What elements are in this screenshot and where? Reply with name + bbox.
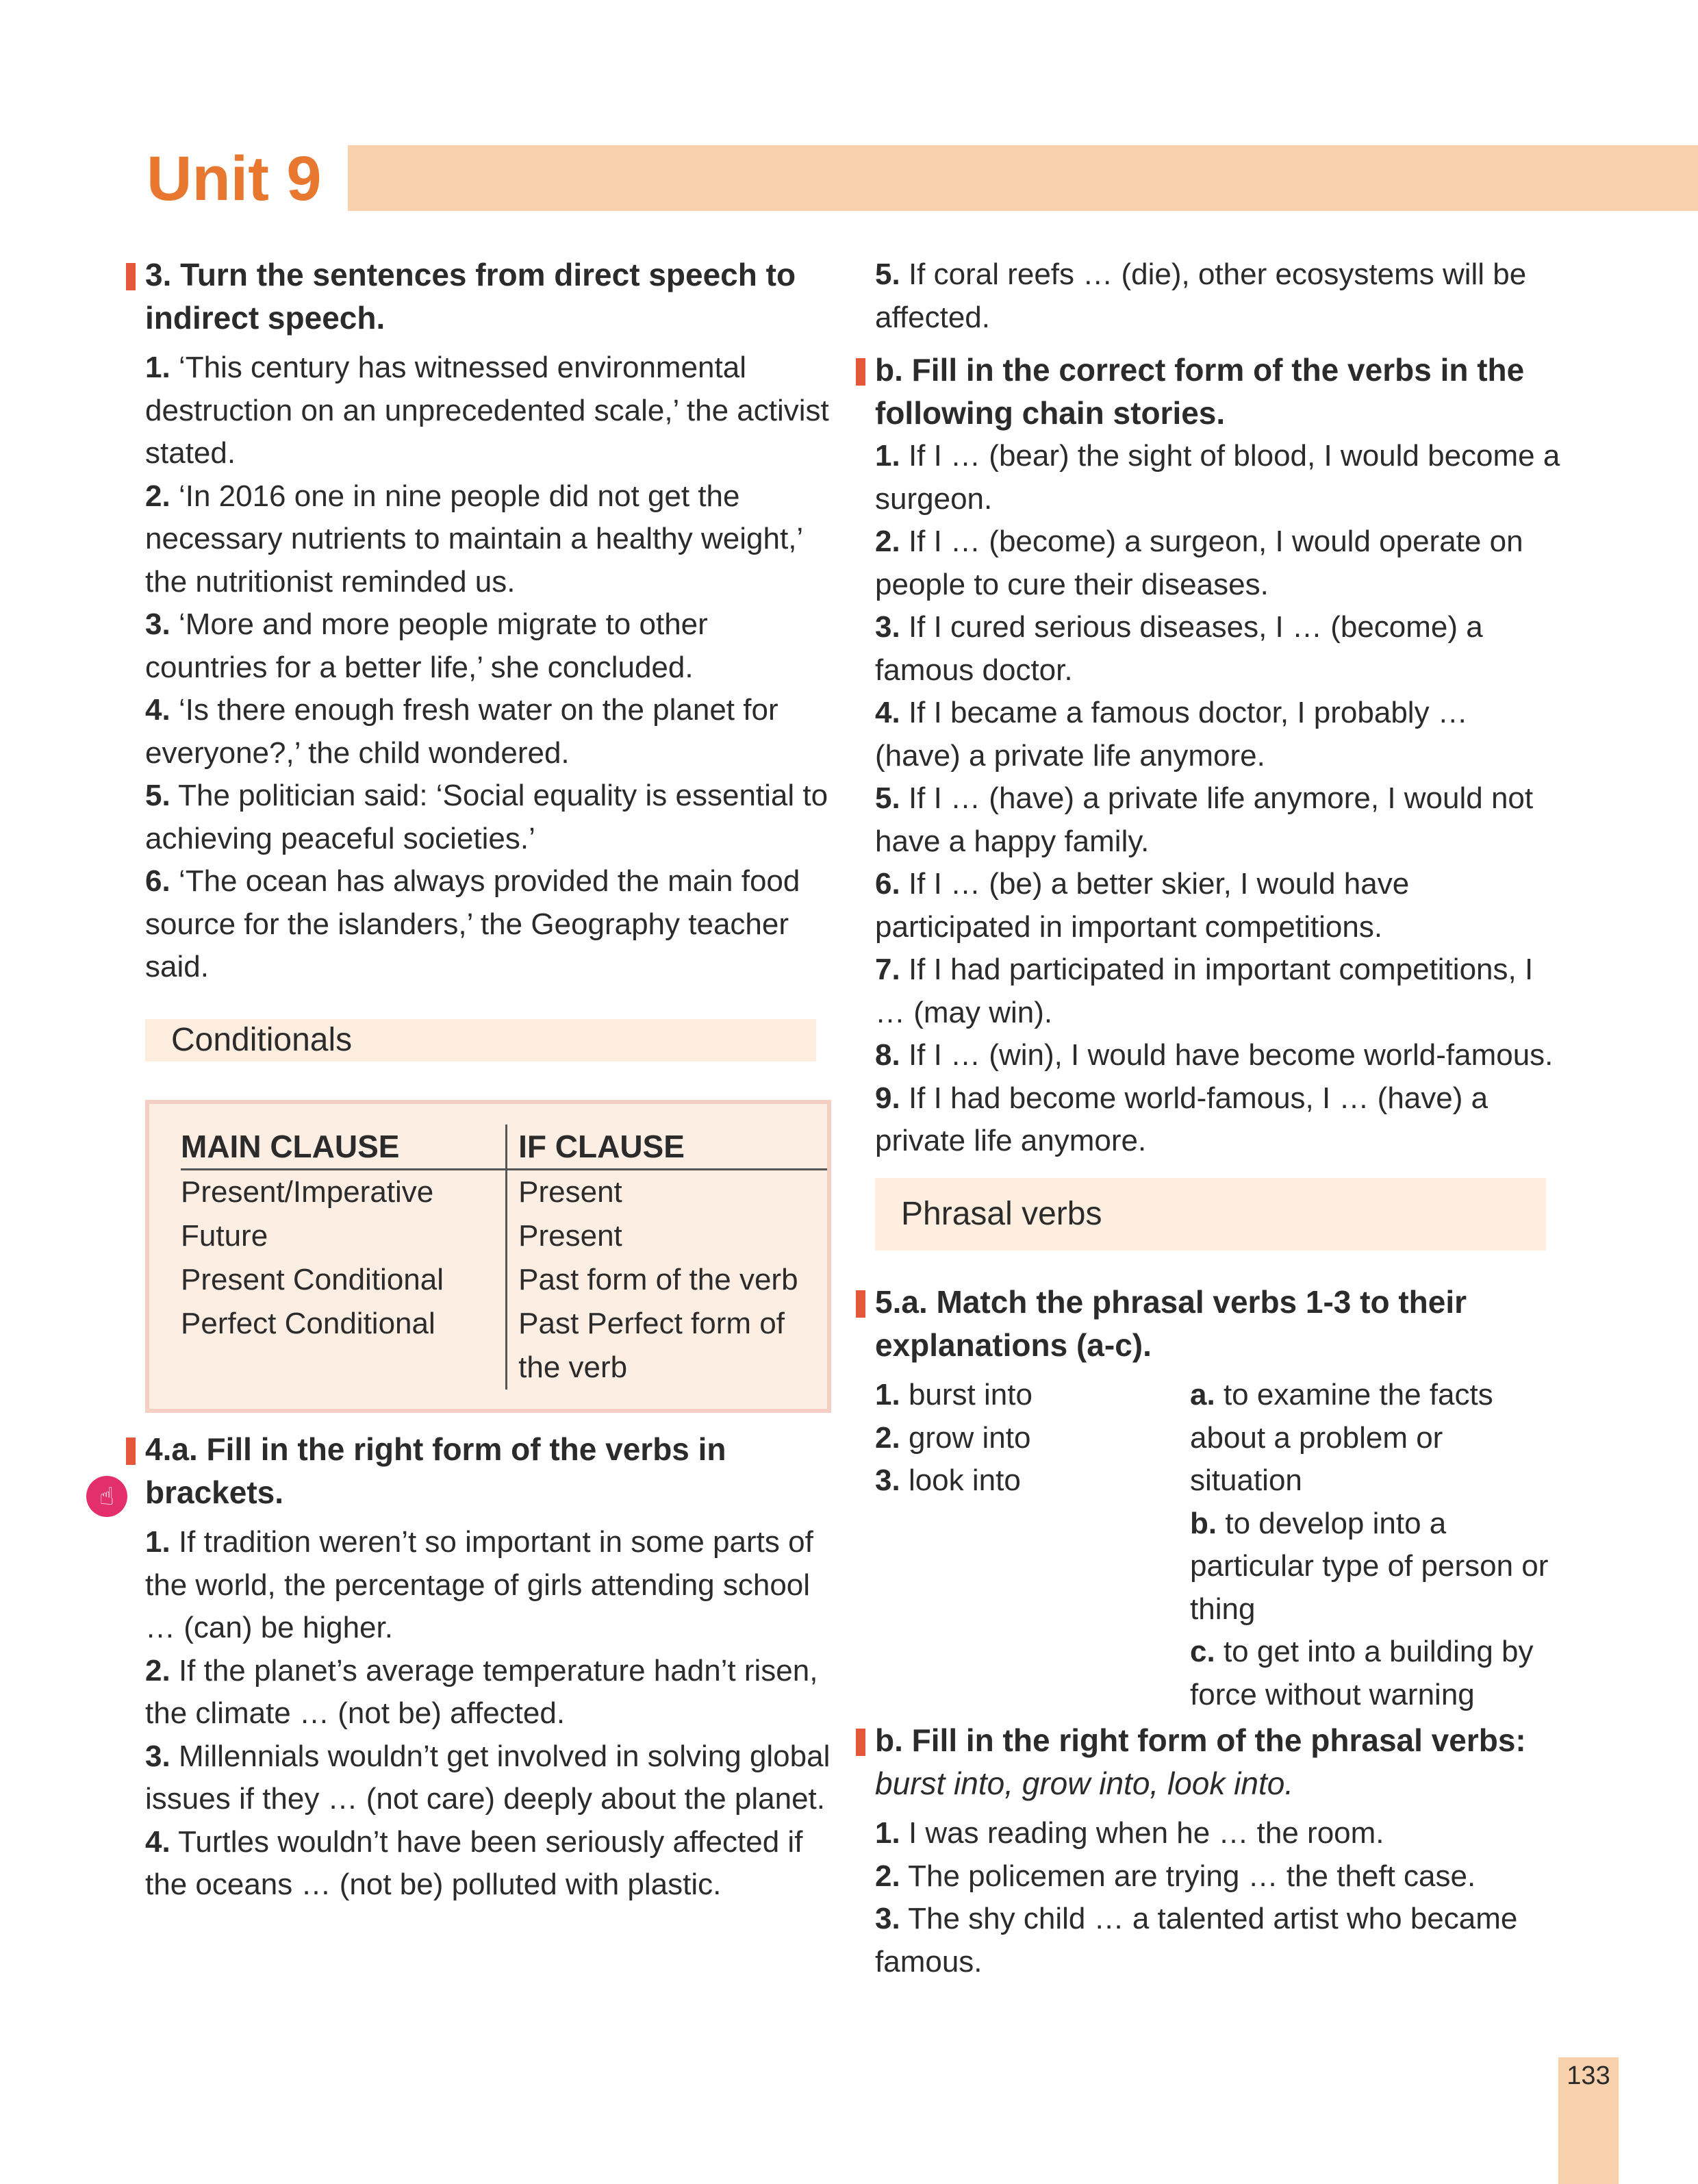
exercise-heading: 4.a. Fill in the right form of the verbs in brackets. — [126, 1428, 831, 1514]
exercise-heading: 5.a. Match the phrasal verbs 1-3 to their explanations (a-c). — [856, 1281, 1561, 1367]
list-item: 5. If coral reefs … (die), other ecosystems will be affected. — [875, 258, 1527, 334]
table-row — [181, 1170, 827, 1215]
unit-title: Unit 9 — [147, 144, 322, 214]
section-label-conditionals: Conditionals — [145, 1019, 816, 1062]
exercise-5b — [856, 1719, 1561, 1983]
list-item: 1. ‘This century has witnessed environmental destruction on an unprecedented scale,’ the activist stated. — [145, 351, 829, 470]
exercise-marker — [856, 1729, 865, 1756]
interactive-hand-icon[interactable]: ☝ — [86, 1476, 127, 1517]
table-cell: Perfect Conditional — [181, 1307, 435, 1340]
exercise-marker — [856, 358, 865, 386]
table-cell: Present/Imperative — [181, 1175, 434, 1209]
list-item: 3. look into — [875, 1464, 1021, 1497]
table-cell: Future — [181, 1219, 268, 1253]
explanation-list — [1190, 1374, 1560, 1716]
exercise-items — [875, 253, 1561, 339]
table-header-row — [181, 1125, 827, 1170]
list-item: a. to examine the facts about a problem or situation — [1190, 1378, 1493, 1497]
table-row — [181, 1214, 827, 1258]
table-row — [181, 1258, 827, 1302]
list-item: 1. If tradition weren’t so important in some parts of the world, the percentage of girls attending school … (can) be higher. — [145, 1525, 813, 1644]
list-item: 6. ‘The ocean has always provided the main food source for the islanders,’ the Geography teacher said. — [145, 864, 800, 983]
table-cell: Present — [507, 1170, 827, 1215]
list-item: 8. If I … (win), I would have become world-famous. — [875, 1038, 1554, 1072]
table-header: MAIN CLAUSE — [181, 1125, 507, 1170]
list-item: 2. The policemen are trying … the theft case. — [875, 1859, 1476, 1893]
list-item: 6. If I … (be) a better skier, I would have participated in important competitions. — [875, 867, 1410, 944]
table-cell: Present — [507, 1214, 827, 1258]
list-item: 3. If I cured serious diseases, I … (become) a famous doctor. — [875, 610, 1483, 687]
exercise-3 — [126, 253, 831, 989]
list-item: 7. If I had participated in important competitions, I … (may win). — [875, 953, 1534, 1029]
list-item: b. to develop into a particular type of person or thing — [1190, 1506, 1549, 1626]
list-item: 2. ‘In 2016 one in nine people did not get the necessary nutrients to maintain a healthy weight,’ the nutritionist reminded us. — [145, 479, 802, 599]
list-item: 5. The politician said: ‘Social equality is essential to achieving peaceful societies.’ — [145, 779, 828, 855]
exercise-items — [145, 1521, 831, 1907]
exercise-4b — [856, 349, 1561, 1163]
table-cell: Present Conditional — [181, 1263, 444, 1296]
list-item: 3. Millennials wouldn’t get involved in solving global issues if they … (not care) deeply about the planet. — [145, 1739, 831, 1816]
table-header: IF CLAUSE — [507, 1125, 827, 1170]
exercise-4a — [99, 1428, 831, 1907]
exercise-items — [145, 347, 831, 989]
section-label-phrasal-verbs: Phrasal verbs — [875, 1178, 1546, 1251]
list-item: 4. If I became a famous doctor, I probably … (have) a private life anymore. — [875, 696, 1468, 773]
list-item: 3. The shy child … a talented artist who became famous. — [875, 1902, 1518, 1979]
conditionals-table — [181, 1125, 827, 1390]
list-item: 1. I was reading when he … the room. — [875, 1816, 1384, 1850]
exercise-heading: b. Fill in the correct form of the verbs in the following chain stories. — [856, 349, 1561, 435]
list-item: 9. If I had become world-famous, I … (have) a private life anymore. — [875, 1081, 1488, 1157]
list-item: 2. grow into — [875, 1420, 1031, 1455]
exercise-heading: b. Fill in the right form of the phrasal verbs: burst into, grow into, look into. — [856, 1719, 1561, 1805]
exercise-items — [875, 435, 1561, 1163]
exercise-heading: 3. Turn the sentences from direct speech to indirect speech. — [126, 253, 831, 340]
exercise-5a — [856, 1281, 1561, 1716]
page-number: 133 — [1567, 2061, 1610, 2090]
list-item: 2. If I … (become) a surgeon, I would operate on people to cure their diseases. — [875, 525, 1523, 601]
list-item: 2. If the planet’s average temperature hadn’t risen, the climate … (not be) affected. — [145, 1653, 818, 1730]
verb-list — [875, 1374, 1190, 1716]
exercise-items — [875, 1812, 1561, 1983]
list-item: 3. ‘More and more people migrate to other countries for a better life,’ she concluded. — [145, 607, 708, 684]
right-column — [856, 253, 1561, 1983]
list-item: 1. burst into — [875, 1378, 1032, 1411]
exercise-marker — [856, 1290, 865, 1318]
table-cell: Past Perfect form of the verb — [507, 1302, 827, 1390]
unit-header-band — [348, 145, 1698, 211]
exercise-marker — [126, 1438, 136, 1465]
conditionals-table-box — [145, 1100, 831, 1413]
list-item: 4. ‘Is there enough fresh water on the planet for everyone?,’ the child wondered. — [145, 693, 778, 770]
left-column — [99, 253, 831, 1907]
list-item: c. to get into a building by force without warning — [1190, 1635, 1534, 1711]
table-row — [181, 1302, 827, 1390]
matching-grid — [875, 1374, 1561, 1716]
exercise-marker — [126, 263, 136, 290]
table-cell: Past form of the verb — [507, 1258, 827, 1302]
list-item: 1. If I … (bear) the sight of blood, I would become a surgeon. — [875, 439, 1560, 516]
list-item: 4. Turtles wouldn’t have been seriously affected if the oceans … (not be) polluted with plastic. — [145, 1824, 803, 1901]
list-item: 5. If I … (have) a private life anymore, I would not have a happy family. — [875, 781, 1534, 858]
